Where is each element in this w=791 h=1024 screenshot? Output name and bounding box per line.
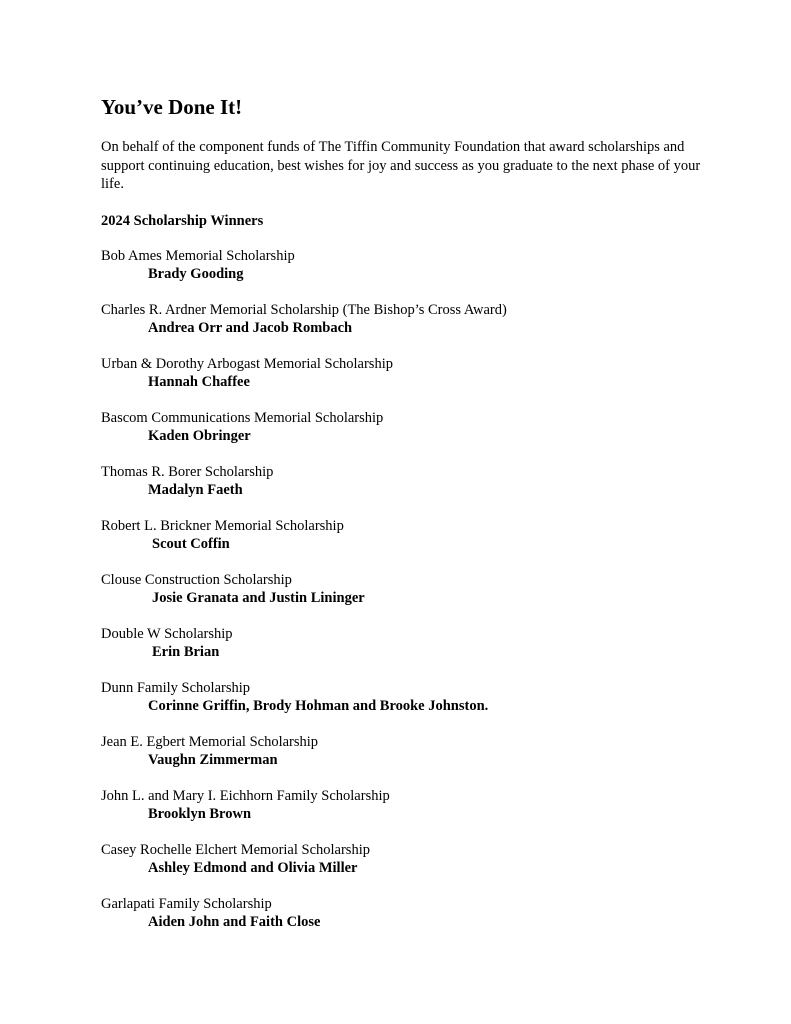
winner-names: Andrea Orr and Jacob Rombach — [148, 319, 353, 336]
winner-names: Hannah Chaffee — [148, 373, 250, 390]
scholarship-entry — [101, 517, 741, 553]
scholarship-entry — [101, 841, 741, 877]
scholarship-name: Double W Scholarship — [101, 625, 233, 642]
scholarship-entry — [101, 409, 741, 445]
scholarship-list — [101, 247, 741, 931]
scholarship-name: Urban & Dorothy Arbogast Memorial Scholarship — [101, 355, 393, 372]
scholarship-entry — [101, 301, 741, 337]
scholarship-name: Clouse Construction Scholarship — [101, 571, 292, 588]
scholarship-entry — [101, 679, 741, 715]
scholarship-name: Garlapati Family Scholarship — [101, 895, 272, 912]
winner-names: Vaughn Zimmerman — [148, 751, 278, 768]
winner-names: Josie Granata and Justin Lininger — [152, 589, 365, 606]
winner-names: Brooklyn Brown — [148, 805, 252, 822]
scholarship-entry — [101, 733, 741, 769]
scholarship-name: Thomas R. Borer Scholarship — [101, 463, 274, 480]
scholarship-name: Dunn Family Scholarship — [101, 679, 251, 696]
page-title: You’ve Done It! — [101, 95, 243, 119]
scholarship-name: Bob Ames Memorial Scholarship — [101, 247, 295, 264]
winner-names: Kaden Obringer — [148, 427, 251, 444]
document-page — [101, 94, 741, 949]
scholarship-entry — [101, 571, 741, 607]
winner-names: Aiden John and Faith Close — [148, 913, 321, 930]
scholarship-entry — [101, 787, 741, 823]
winner-names: Madalyn Faeth — [148, 481, 243, 498]
scholarship-name: Charles R. Ardner Memorial Scholarship (The Bishop’s Cross Award) — [101, 301, 507, 318]
scholarship-name: Robert L. Brickner Memorial Scholarship — [101, 517, 344, 534]
scholarship-entry — [101, 463, 741, 499]
scholarship-name: Jean E. Egbert Memorial Scholarship — [101, 733, 319, 750]
winner-names: Brady Gooding — [148, 265, 244, 282]
scholarship-name: Casey Rochelle Elchert Memorial Scholarship — [101, 841, 370, 858]
scholarship-entry — [101, 895, 741, 931]
winner-names: Ashley Edmond and Olivia Miller — [148, 859, 358, 876]
scholarship-entry — [101, 355, 741, 391]
scholarship-entry — [101, 247, 741, 283]
intro-paragraph: On behalf of the component funds of The Tiffin Community Foundation that award scholarships and support continuing education, best wishes for joy and success as you graduate to the next phase of your life. — [101, 139, 701, 192]
scholarship-name: John L. and Mary I. Eichhorn Family Scholarship — [101, 787, 390, 804]
winner-names: Erin Brian — [152, 643, 220, 660]
winner-names: Scout Coffin — [152, 535, 230, 552]
scholarship-entry — [101, 625, 741, 661]
section-heading: 2024 Scholarship Winners — [101, 212, 264, 229]
winner-names: Corinne Griffin, Brody Hohman and Brooke Johnston. — [148, 697, 489, 714]
scholarship-name: Bascom Communications Memorial Scholarship — [101, 409, 384, 426]
